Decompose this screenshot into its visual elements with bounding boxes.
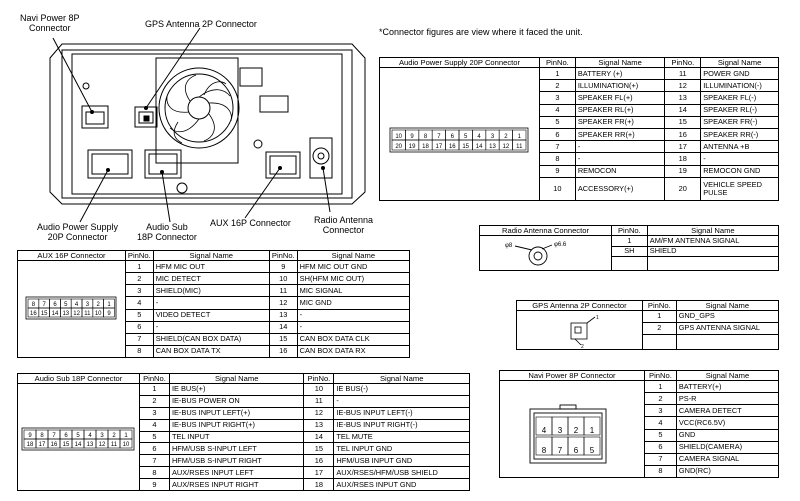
audio-power-pin-label: 16	[448, 144, 456, 150]
radio-antenna-table: Radio Antenna Connector PinNo. Signal Name φ8 φ6.6 1 AM/FM ANTENNA SIGNAL SH SHIELD	[479, 225, 779, 271]
table-row: 2 GPS ANTENNA SIGNAL	[517, 322, 779, 334]
aux-pin-label: 15	[40, 311, 48, 317]
callout-aux: AUX 16P Connector	[210, 218, 291, 228]
table-row: 7 CAMERA SIGNAL	[500, 453, 779, 465]
table-row: 5 VIDEO DETECT 13 -	[18, 309, 410, 321]
table-row: 7 - 17 ANTENNA +B	[380, 141, 779, 153]
audio-sub-connector-figure	[18, 384, 140, 491]
audio-power-pin-label: 11	[516, 144, 523, 150]
unit-rear-view-drawing	[0, 0, 380, 250]
callout-audio-sub: Audio Sub 18P Connector	[137, 222, 197, 242]
audio-sub-pin-label: 16	[50, 442, 58, 448]
table-row: 8 CAN BOX DATA TX 16 CAN BOX DATA RX	[18, 345, 410, 357]
audio-power-pin-label: 19	[408, 144, 416, 150]
audio-power-pin-label: 5	[464, 134, 468, 140]
radio-dim-inner: φ6.6	[554, 242, 567, 248]
table-row: 9 AUX/RSES INPUT RIGHT 18 AUX/RSES INPUT GND	[18, 479, 470, 491]
gps-pin-mark-1: 1	[596, 315, 599, 321]
audio-power-pin-label: 12	[502, 144, 510, 150]
audio-power-pin-label: 1	[517, 134, 521, 140]
audio-sub-pin-label: 6	[64, 433, 68, 439]
aux-pin-label: 8	[31, 302, 36, 308]
table-row: 6 SPEAKER RR(+) 16 SPEAKER RR(-)	[380, 128, 779, 140]
audio-sub-pin-label: 7	[52, 433, 56, 439]
table-row: 7 SHIELD(CAN BOX DATA) 15 CAN BOX DATA CLK	[18, 333, 410, 345]
navi-pin-label: 5	[589, 446, 595, 455]
audio-sub-pin-label: 5	[76, 433, 80, 439]
aux-pin-label: 13	[62, 311, 70, 317]
audio-sub-pin-label: 1	[124, 433, 128, 439]
table-row: 6 SHIELD(CAMERA)	[500, 441, 779, 453]
table-row: 2 ILLUMINATION(+) 12 ILLUMINATION(-)	[380, 80, 779, 92]
audio-sub-pin-label: 17	[38, 442, 46, 448]
table-row: 10 ACCESSORY(+) 20 VEHICLE SPEED PULSE	[380, 177, 779, 200]
audio-sub-pin-label: 4	[88, 433, 92, 439]
aux-pin-label: 11	[84, 311, 91, 317]
callout-audio-power: Audio Power Supply 20P Connector	[37, 222, 119, 242]
table-row: SH SHIELD	[480, 246, 779, 257]
aux-pin-label: 14	[51, 311, 59, 317]
audio-power-pin-label: 18	[422, 144, 429, 150]
table-row: 8 7 6 5 4 3 2 1 16 15 14 13 12 11 10 9 1 HFM MIC OUT 9 HFM MIC OUT GND	[18, 261, 410, 273]
navi-pin-label: 6	[573, 446, 579, 455]
navi-pin-label: 7	[557, 446, 563, 455]
aux-pin-label: 5	[64, 302, 68, 308]
audio-sub-pin-label: 9	[28, 433, 32, 439]
table-row: 3 SHIELD(MIC) 11 MIC SIGNAL	[18, 285, 410, 297]
table-row: 2 IE-BUS POWER ON 11 -	[18, 395, 470, 407]
audio-power-pin-label: 20	[395, 144, 403, 150]
audio-power-table: Audio Power Supply 20P Connector PinNo. Signal Name PinNo. Signal Name 10 9 8 7 6 5 4 3 2 1 20 19 18 17 16 15 14 13 12 11 1 BATTERY (+) 11 POWER GND 2 ILLUMINATION(+) 12 ILLUMINATION(-) 3 SPEAKER FL(+) 13 SPEAKER FL(-) 4 SPEAKER RL(+) 14 SPEAKER RL(-) 5 SPEAKER FR(+) 15 SPEAKER FR(-) 6 SPEAKER RR(+) 16 SPEAKER RR(-) 7 - 17 ANTENNA +B 8 - 18 - 9 REMOCON 19 REMOCON GND 10 ACCESSORY(+) 20 VEHICLE SPEED PULSE	[379, 57, 779, 201]
audio-power-pin-label: 13	[489, 144, 496, 150]
audio-power-pin-label: 8	[423, 134, 428, 140]
table-row: 4 - 12 MIC GND	[18, 297, 410, 309]
callout-gps-antenna: GPS Antenna 2P Connector	[145, 19, 257, 29]
table-row: 2 MIC DETECT 10 SH(HFM MIC OUT)	[18, 273, 410, 285]
table-row: 4 3 2 1 8 7 6 5 1 BATTERY(+)	[500, 381, 779, 393]
audio-sub-table: Audio Sub 18P Connector PinNo. Signal Name PinNo. Signal Name 9 8 7 6 5 4 3 2 1 18 17 16 15 14 13 12 11 10 1 IE BUS(+) 10 IE BUS(-) 2 IE-BUS POWER ON 11 - 3 IE-BUS INPUT LEFT(+) 12 IE-BUS INPUT LEFT(-) 4 IE-BUS INPUT RIGHT(+) 13 IE-BUS INPUT RIGHT(-) 5 TEL INPUT 14 TEL MUTE 6 HFM/USB S-INPUT LEFT 15 TEL INPUT GND 7 HFM/USB S-INPUT RIGHT 16 HFM/USB INPUT GND 8 AUX/RSES INPUT LEFT 17 AUX/RSES/HFM/USB SHIELD 9 AUX/RSES INPUT RIGHT 18 AUX/RSES INPUT GND	[17, 373, 470, 491]
aux-pin-label: 4	[74, 302, 79, 308]
audio-sub-pin-label: 18	[26, 442, 34, 448]
aux-pin-label: 3	[85, 302, 90, 308]
audio-power-title: Audio Power Supply 20P Connector	[380, 58, 540, 68]
table-row: 3 IE-BUS INPUT LEFT(+) 12 IE-BUS INPUT LEFT(-)	[18, 407, 470, 419]
audio-sub-pin-label: 14	[74, 442, 82, 448]
audio-sub-pin-label: 13	[86, 442, 94, 448]
navi-pin-label: 1	[589, 426, 595, 435]
audio-power-pin-label: 7	[437, 134, 441, 140]
audio-power-pin-label: 6	[450, 134, 454, 140]
table-row: 5 TEL INPUT 14 TEL MUTE	[18, 431, 470, 443]
table-row: 8 - 18 -	[380, 153, 779, 165]
aux-pin-label: 10	[94, 311, 102, 317]
table-row: 3 SPEAKER FL(+) 13 SPEAKER FL(-)	[380, 92, 779, 104]
radio-dim-outer: φ8	[505, 243, 513, 249]
aux-pin-label: 2	[96, 302, 100, 308]
audio-sub-pin-label: 11	[110, 442, 118, 448]
table-row: 2 PS-R	[500, 393, 779, 405]
audio-power-pin-label: 9	[410, 134, 414, 140]
table-row: 1 2 1 GND_GPS	[517, 311, 779, 323]
gps-antenna-table: GPS Antenna 2P Connector PinNo. Signal Name 1 2 1 GND_GPS 2 GPS ANTENNA SIGNAL	[516, 300, 779, 350]
aux-pin-label: 6	[53, 302, 57, 308]
aux-pin-label: 16	[30, 311, 37, 317]
table-row: 6 HFM/USB S-INPUT LEFT 15 TEL INPUT GND	[18, 443, 470, 455]
table-row: 8 GND(RC)	[500, 465, 779, 477]
audio-sub-pin-label: 15	[62, 442, 70, 448]
navi-pin-label: 2	[573, 426, 579, 435]
audio-sub-pin-label: 10	[122, 442, 130, 448]
audio-power-pin-label: 15	[462, 144, 470, 150]
audio-power-pin-label: 17	[435, 144, 443, 150]
table-row: 4 IE-BUS INPUT RIGHT(+) 13 IE-BUS INPUT RIGHT(-)	[18, 419, 470, 431]
aux-table: AUX 16P Connector PinNo. Signal Name PinNo. Signal Name 8 7 6 5 4 3 2 1 16 15 14 13 12 11 10 9 1 HFM MIC OUT 9 HFM MIC OUT GND 2 MIC DETECT 10 SH(HFM MIC OUT) 3 SHIELD(MIC) 11 MIC SIGNAL 4 - 12 MIC GND 5 VIDEO DETECT 13 - 6 - 14 - 7 SHIELD(CAN BOX DATA) 15 CAN BOX DATA CLK 8 CAN BOX DATA TX 16 CAN BOX DATA RX	[17, 250, 410, 358]
callout-radio-antenna: Radio Antenna Connector	[314, 215, 374, 235]
radio-antenna-figure	[480, 236, 612, 271]
table-row: 10 9 8 7 6 5 4 3 2 1 20 19 18 17 16 15 14 13 12 11 1 BATTERY (+) 11 POWER GND	[380, 68, 779, 80]
table-row: 5 SPEAKER FR(+) 15 SPEAKER FR(-)	[380, 116, 779, 128]
table-row: 9 REMOCON 19 REMOCON GND	[380, 165, 779, 177]
orientation-note: *Connector figures are view where it faced the unit.	[379, 27, 583, 37]
gps-pin-mark-2: 2	[581, 344, 584, 349]
audio-sub-pin-label: 2	[112, 433, 116, 439]
table-row: 9 8 7 6 5 4 3 2 1 18 17 16 15 14 13 12 11 10 1 IE BUS(+) 10 IE BUS(-)	[18, 384, 470, 396]
audio-sub-pin-label: 8	[40, 433, 44, 439]
aux-pin-label: 7	[42, 302, 46, 308]
table-row: 5 GND	[500, 429, 779, 441]
table-row: 3 CAMERA DETECT	[500, 405, 779, 417]
navi-power-table: Navi Power 8P Connector PinNo. Signal Name 4 3 2 1 8 7 6 5 1 BATTERY(+) 2 PS-R 3 CAMERA DETECT 4 VCC(RC6.5V) 5 GND 6 SHIELD(CAMERA) 7 CAMERA SIGNAL 8 GND(RC)	[499, 370, 779, 478]
navi-pin-label: 8	[541, 446, 547, 455]
table-row: 7 HFM/USB S-INPUT RIGHT 16 HFM/USB INPUT GND	[18, 455, 470, 467]
gps-connector-figure	[517, 311, 643, 350]
aux-connector-figure	[18, 261, 126, 358]
audio-sub-pin-label: 3	[100, 433, 104, 439]
table-row: 6 - 14 -	[18, 321, 410, 333]
audio-power-pin-label: 4	[477, 134, 481, 140]
navi-connector-figure	[500, 381, 645, 478]
navi-pin-label: 4	[541, 426, 547, 435]
aux-pin-label: 1	[107, 302, 111, 308]
aux-pin-label: 12	[73, 311, 80, 317]
table-row: φ8 φ6.6 1 AM/FM ANTENNA SIGNAL	[480, 236, 779, 247]
audio-power-pin-label: 2	[504, 134, 508, 140]
table-row: 4 SPEAKER RL(+) 14 SPEAKER RL(-)	[380, 104, 779, 116]
table-row: 4 VCC(RC6.5V)	[500, 417, 779, 429]
audio-power-connector-figure	[380, 68, 540, 201]
audio-sub-pin-label: 12	[98, 442, 106, 448]
callout-navi-power: Navi Power 8P Connector	[20, 13, 80, 33]
audio-power-pin-label: 10	[395, 134, 403, 140]
audio-power-pin-label: 14	[475, 144, 483, 150]
aux-pin-label: 9	[107, 311, 111, 317]
audio-power-pin-label: 3	[490, 134, 495, 140]
table-row: 8 AUX/RSES INPUT LEFT 17 AUX/RSES/HFM/USB SHIELD	[18, 467, 470, 479]
navi-pin-label: 3	[557, 426, 563, 435]
